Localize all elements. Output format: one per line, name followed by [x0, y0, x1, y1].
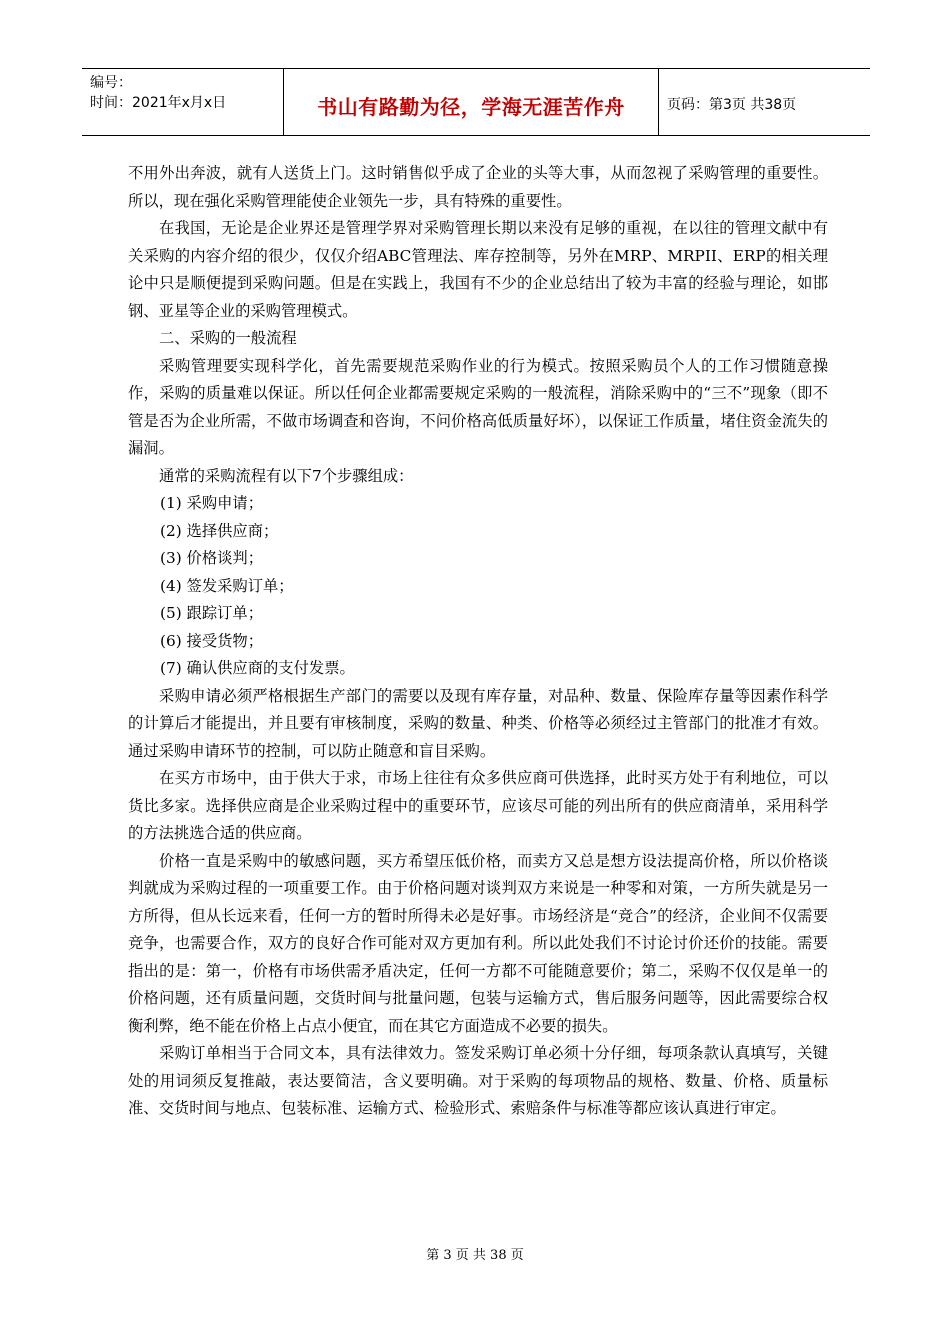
paragraph: 通常的采购流程有以下7个步骤组成：: [159, 466, 414, 485]
header-meta: [82, 69, 284, 135]
header-page-info: 页码：第3页 共38页: [667, 97, 797, 113]
section-heading: 二、采购的一般流程: [159, 329, 297, 347]
header-motto-cell: [284, 69, 659, 135]
list-item: (3) 价格谈判；: [160, 549, 264, 567]
list-item: (5) 跟踪订单；: [160, 604, 264, 622]
document-time-label: 时间：2021年x月x日: [90, 95, 227, 111]
list-item: (2) 选择供应商；: [160, 521, 279, 540]
list-item: (7) 确认供应商的支付发票。: [160, 659, 355, 677]
paragraph: 价格一直是采购中的敏感问题，买方希望压低价格，而卖方又总是想方设法提高价格，所以价格谈判就成为采购过程的一项重要工作。由于价格问题对谈判双方来说是一种零和对策，一方所失就是另一方所得，但从长远来看，任何一方的暂时所得未必是好事。市场经济是“竞合”的经济，企业间不仅需要竞争，也需要合作，双方的良好合作可能对双方更加有利。所以此处我们不讨论讨价还价的技能。需要指出的是：第一，价格有市场供需矛盾决定，任何一方都不可能随意要价；第二，采购不仅仅是单一的价格问题，还有质量问题，交货时间与批量问题，包装与运输方式，售后服务问题等，因此需要综合权衡利弊，绝不能在价格上占点小便宜，而在其它方面造成不必要的损失。: [128, 851, 828, 1035]
header-motto: 书山有路勤为径，学海无涯苦作舟: [317, 94, 625, 119]
list-item: (1) 采购申请；: [160, 494, 264, 512]
document-body: [128, 160, 828, 1123]
paragraph: 采购申请必须严格根据生产部门的需要以及现有库存量，对品种、数量、保险库存量等因素作科学的计算后才能提出，并且要有审核制度，采购的数量、种类、价格等必须经过主管部门的批准才有效。通过采购申请环节的控制，可以防止随意和盲目采购。: [128, 686, 828, 760]
page-header: [82, 68, 870, 136]
list-item: (6) 接受货物；: [160, 631, 264, 650]
paragraph: 在我国，无论是企业界还是管理学界对采购管理长期以来没有足够的重视，在以往的管理文献中有关采购的内容介绍的很少，仅仅介绍ABC管理法、库存控制等，另外在MRP、MRPII、ERP的相关理论中只是顺便提到采购问题。但是在实践上，我国有不少的企业总结出了较为丰富的经验与理论，如邯钢、亚星等企业的采购管理模式。: [128, 219, 828, 320]
list-item: (4) 签发采购订单；: [160, 576, 294, 595]
paragraph: 不用外出奔波，就有人送货上门。这时销售似乎成了企业的头等大事，从而忽视了采购管理的重要性。所以，现在强化采购管理能使企业领先一步，具有特殊的重要性。: [128, 164, 828, 210]
document-number-label: 编号：: [90, 75, 132, 91]
page-footer: 第 3 页 共 38 页: [426, 1248, 524, 1263]
paragraph: 在买方市场中，由于供大于求，市场上往往有众多供应商可供选择，此时买方处于有利地位，可以货比多家。选择供应商是企业采购过程中的重要环节，应该尽可能的列出所有的供应商清单，采用科学的方法挑选合适的供应商。: [128, 769, 828, 842]
paragraph: 采购管理要实现科学化，首先需要规范采购作业的行为模式。按照采购员个人的工作习惯随意操作，采购的质量难以保证。所以任何企业都需要规定采购的一般流程，消除采购中的“三不”现象（即不管是否为企业所需，不做市场调查和咨询，不问价格高低质量好坏），以保证工作质量，堵住资金流失的漏洞。: [128, 356, 828, 457]
paragraph: 采购订单相当于合同文本，具有法律效力。签发采购订单必须十分仔细，每项条款认真填写，关键处的用词须反复推敲，表达要简洁，含义要明确。对于采购的每项物品的规格、数量、价格、质量标准、交货时间与地点、包装标准、运输方式、检验形式、索赔条件与标准等都应该认真进行审定。: [128, 1044, 828, 1117]
